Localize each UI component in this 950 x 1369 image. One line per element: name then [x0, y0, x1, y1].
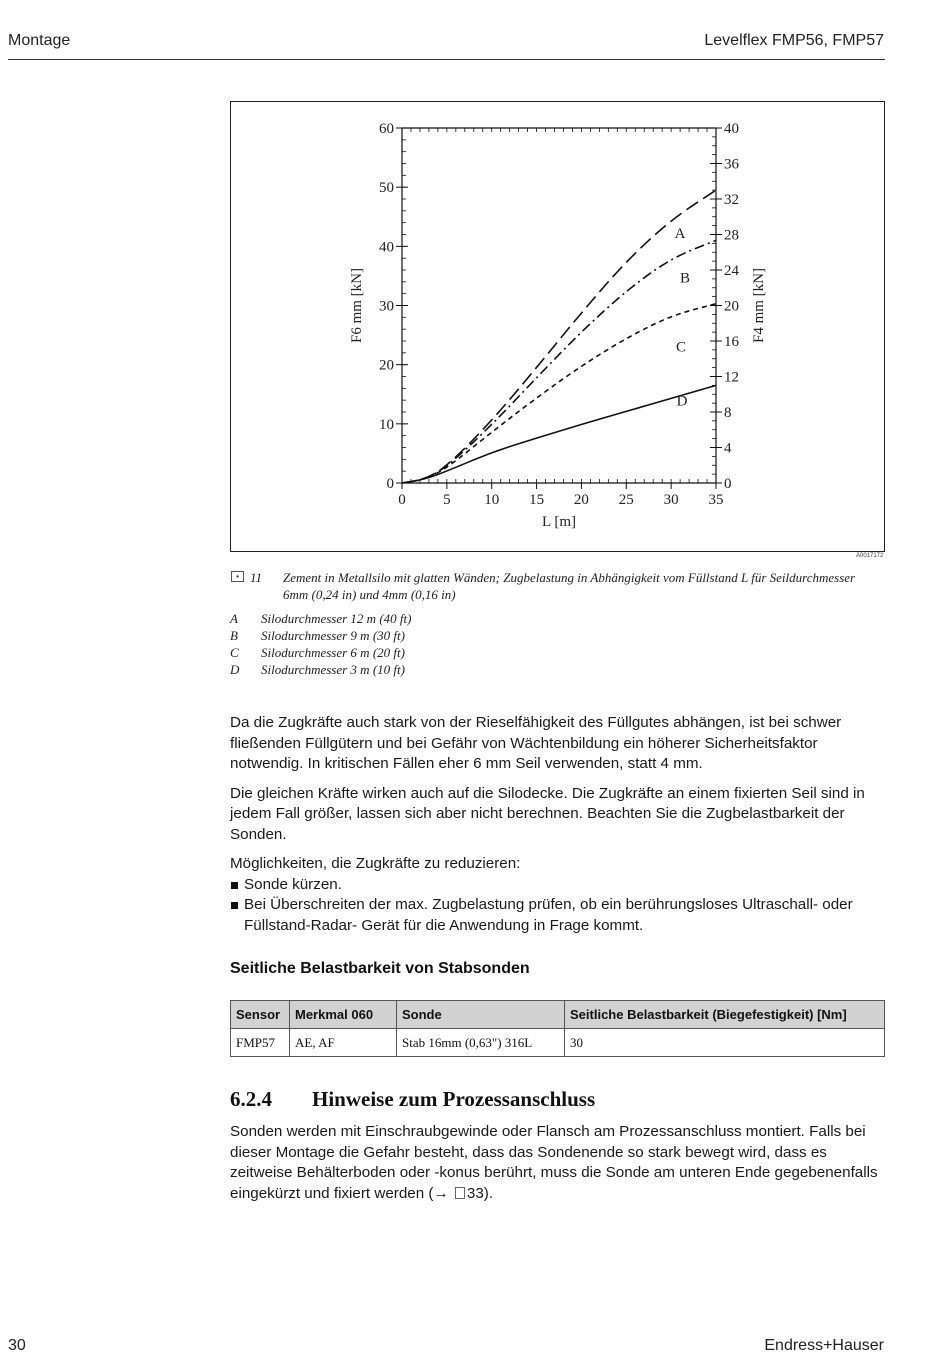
paragraph-2: Die gleichen Kräfte wirken auch auf die Silodecke. Die Zugkräfte an einem fixierten Seil sind in jedem Fall größer, lassen sich aber nicht berechnen. Beachten Sie die Zugbelastbarkeit der Sonden.	[230, 784, 865, 843]
table-header-cell: Seitliche Belastbarkeit (Biegefestigkeit) [Nm]	[565, 1001, 885, 1029]
page-ref: 33).	[466, 1184, 494, 1202]
running-header-section: Montage	[8, 32, 71, 49]
y-left-tick-label: 10	[379, 416, 394, 433]
x-tick-label: 15	[529, 492, 545, 508]
footer-brand: Endress+Hauser	[764, 1337, 884, 1354]
legend-key: B	[230, 628, 238, 643]
table-row	[231, 1029, 885, 1057]
figure-icon: •	[231, 571, 244, 582]
figure-frame	[230, 101, 885, 552]
legend-key: D	[230, 662, 240, 677]
paragraph-1: Da die Zugkräfte auch stark von der Rieselfähigkeit des Füllgutes abhängen, ist bei schwer fließenden Füllgütern und bei Gefähr von Wächtenbildung ein höherer Sicherheitsfaktor notwendig. In kritischen Fällen eher 6 mm Seil verwenden, statt 4 mm.	[230, 714, 842, 772]
y-left-tick-label: 40	[379, 239, 394, 256]
y-left-axis-label: F6 mm [kN]	[349, 268, 365, 343]
table-header-cell: Sonde	[397, 1001, 565, 1029]
table-header-row	[231, 1001, 885, 1029]
section-title: Hinweise zum Prozessanschluss	[312, 1087, 596, 1111]
series-line-b	[402, 240, 716, 483]
x-axis-label: L [m]	[541, 514, 577, 530]
table-cell: FMP57	[231, 1029, 290, 1057]
legend-item-c	[230, 645, 405, 661]
running-header-product: Levelflex FMP56, FMP57	[704, 32, 884, 49]
legend-text: Silodurchmesser 3 m (10 ft)	[261, 662, 405, 677]
page-number: 30	[8, 1337, 26, 1354]
paragraph-3: Möglichkeiten, die Zugkräfte zu reduzieren:	[230, 855, 521, 872]
x-tick-label: 30	[663, 492, 679, 508]
body-text	[230, 713, 890, 936]
section-number: 6.2.4	[230, 1087, 272, 1111]
y-left-tick-label: 0	[386, 476, 394, 492]
y-right-tick-label: 24	[724, 263, 739, 279]
y-right-tick-label: 20	[724, 298, 739, 315]
subheading: Seitliche Belastbarkeit von Stabsonden	[230, 960, 530, 977]
table-cell: AE, AF	[290, 1029, 397, 1057]
y-right-tick-label: 32	[724, 192, 739, 208]
legend-item-d	[230, 662, 405, 678]
y-left-tick-label: 20	[379, 357, 394, 374]
table-header-cell: Sensor	[231, 1001, 290, 1029]
series-label-a: A	[674, 226, 686, 243]
series-line-d	[402, 385, 716, 483]
section-heading	[230, 1087, 595, 1112]
y-right-tick-label: 12	[724, 369, 739, 386]
arrow-icon: →	[433, 1184, 449, 1202]
y-right-tick-label: 28	[724, 227, 739, 244]
bullet-square-icon	[231, 882, 238, 889]
legend-item-a	[230, 611, 411, 627]
y-left-tick-label: 50	[379, 180, 394, 197]
y-right-tick-label: 8	[724, 405, 732, 421]
x-tick-label: 5	[443, 492, 451, 508]
x-tick-label: 20	[573, 492, 589, 508]
header-rule	[8, 59, 885, 60]
x-tick-label: 35	[708, 492, 724, 508]
y-right-tick-label: 0	[724, 476, 732, 492]
legend-key: A	[230, 611, 238, 626]
figure-number: 11	[250, 570, 263, 585]
load-chart	[231, 102, 884, 551]
figure-caption: Zement in Metallsilo mit glatten Wänden; Zugbelastung in Abhängigkeit vom Füllstand L für Seildurchmesser 6mm (0,24 in) und 4mm (0,16 in)	[283, 570, 856, 602]
figure-id: A0017172	[856, 553, 884, 559]
series-label-c: C	[675, 339, 687, 356]
table-header-cell: Merkmal 060	[290, 1001, 397, 1029]
x-tick-label: 25	[618, 492, 634, 508]
legend-text: Silodurchmesser 12 m (40 ft)	[261, 611, 412, 626]
table-cell: 30	[565, 1029, 885, 1057]
bullet-item: Sonde kürzen.	[230, 875, 890, 896]
y-right-tick-label: 16	[724, 334, 739, 350]
legend-text: Silodurchmesser 6 m (20 ft)	[261, 645, 405, 660]
page-ref-icon	[455, 1187, 465, 1199]
y-right-tick-label: 4	[724, 440, 732, 457]
x-tick-label: 0	[398, 492, 406, 508]
x-tick-label: 10	[484, 492, 500, 508]
y-right-tick-label: 40	[724, 121, 739, 137]
table-cell: Stab 16mm (0,63") 316L	[397, 1029, 565, 1057]
y-left-tick-label: 60	[379, 121, 394, 137]
series-label-d: D	[676, 393, 688, 410]
y-right-axis-label: F4 mm [kN]	[751, 268, 767, 343]
series-line-c	[402, 304, 716, 483]
bullet-square-icon	[231, 902, 238, 909]
section-text: Sonden werden mit Einschraubgewinde oder Flansch am Prozessanschluss montiert. Falls bei dieser Montage die Gefahr besteht, dass das Sondenende so stark bewegt wird, dass es zeitweise Behälterboden oder -konus berührt, muss die Sonde am unteren Ende gegebenenfalls eingekürzt und fixiert werden (→ 33).	[230, 1123, 878, 1202]
y-left-tick-label: 30	[379, 298, 394, 315]
legend-item-b	[230, 628, 405, 644]
y-right-tick-label: 36	[724, 156, 739, 173]
series-line-a	[402, 190, 716, 483]
bullet-item: Bei Überschreiten der max. Zugbelastung prüfen, ob ein berührungsloses Ultraschall- oder Füllstand-Radar- Gerät für die Anwendung in Frage kommt.	[230, 895, 890, 936]
legend-key: C	[230, 645, 239, 660]
legend-text: Silodurchmesser 9 m (30 ft)	[261, 628, 405, 643]
load-table	[230, 1000, 885, 1057]
series-label-b: B	[679, 270, 691, 287]
